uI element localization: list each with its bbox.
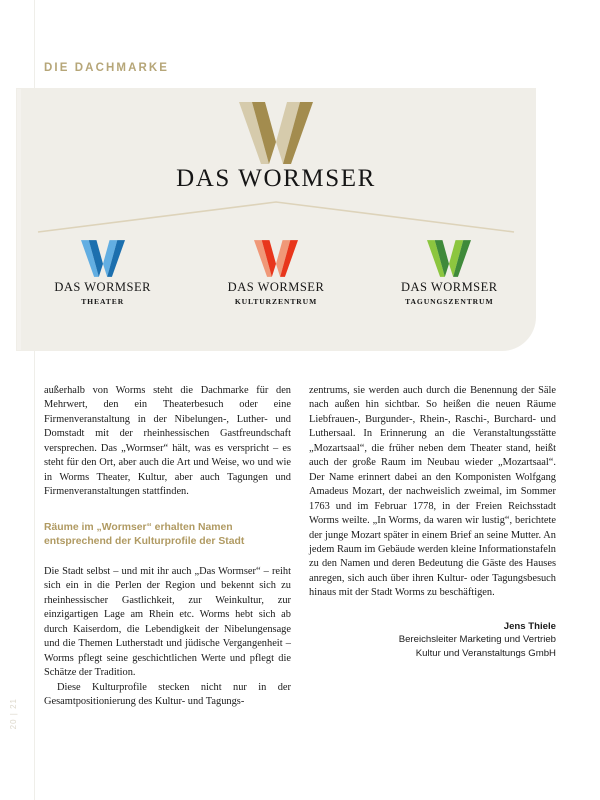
signature-role: Bereichsleiter Marketing und Vertrieb [398, 634, 556, 646]
article-column-left [44, 384, 291, 710]
w-monogram-icon [81, 240, 125, 277]
signature-organization: Kultur und Veranstaltungs GmbH [415, 647, 556, 659]
sub-brand-kulturzentrum [193, 240, 359, 306]
sub-brand-descriptor: KULTURZENTRUM [234, 297, 318, 306]
sub-brand-descriptor: TAGUNGSZENTRUM [405, 297, 494, 306]
signature-name: Jens Thiele [503, 620, 556, 632]
body-paragraph: Die Stadt selbst – und mit ihr auch „Das Wormser“ – reiht sich ein in die Perlen der Region und bekennt sich zu rheinhessischer Gastlichkeit, zur Weinkultur, zur einzigartigen Lage am Rhein etc. Worms hebt sich ab durch Kaiserdom, die Lebendigkeit der Nibelungensage und die Themen Lutherstadt und jüdische Vergangenheit – Worms pflegt seine geschichtlichen Werte und pflegt die Schätze der Tradition. [44, 566, 291, 679]
sub-brand-theater [20, 240, 186, 306]
roof-chevron-icon [36, 192, 516, 246]
sub-brand-tagungszentrum [366, 240, 532, 306]
page-folio: 20 | 21 [9, 698, 18, 730]
article-signature [309, 620, 556, 660]
article-subheading: Räume im „Wormser“ erhalten Namen entsprechend der Kulturprofile der Stadt [44, 521, 245, 547]
body-paragraph: außerhalb von Worms steht die Dachmarke für den Mehrwert, den ein Theaterbesuch oder eine Firmenveranstaltung in der Nibelungen-, Luther- und Domstadt mit der rheinhessischen Gastfreundschaft versprechen. Das „Wormser“ hält, was es verspricht – es steht für den Ort, aber auch die Art und Weise, wo und wie in Worms Theater, Kultur, aber auch Tagungen und Firmenveranstaltungen stattfinden. [44, 385, 291, 498]
w-monogram-icon [239, 102, 313, 164]
dachmarke-hero-panel [16, 88, 536, 351]
body-paragraph: zentrums, sie werden auch durch die Benennung der Säle nach außen hin sichtbar. So heißen die neuen Räume Liebfrauen-, Burgunder-, Rhein-, Raschi-, Burchard- und Luthersaal. In Erinnerung an die Veranstaltungsstätte „Mozartsaal“, die früher neben dem Theater stand, heißt auch der große Raum im Neubau wieder „Mozartsaal“. Der Name erinnert dabei an den Komponisten Wolfgang Amadeus Mozart, der nachweislich zweimal, im Sommer 1763 und im Februar 1778, in der Freien Reichsstadt Worms weilte. „In Worms, da waren wir lustig“, berichtete der junge Mozart später in einem Brief an seine Mutter. An jedem Raum im Gebäude werden kleine Informationstafeln zu den Namen und deren Bedeutung die Gäste des Hauses anregen, sich auch über ihren Kultur- oder Tagungsbesuch hinaus mit der Stadt Worms zu beschäftigen. [309, 385, 556, 599]
sub-brand-wordmark: DAS WORMSER [54, 280, 151, 294]
w-monogram-icon [254, 240, 298, 277]
main-brand-wordmark: DAS WORMSER [176, 165, 376, 192]
article-column-right [309, 384, 556, 710]
section-kicker: DIE DACHMARKE [44, 62, 170, 74]
w-monogram-icon [427, 240, 471, 277]
sub-brand-row [16, 240, 536, 306]
body-paragraph: Diese Kulturprofile stecken nicht nur in der Gesamtpositionierung des Kultur- und Tagungs- [44, 681, 291, 708]
article-columns [44, 384, 556, 710]
sub-brand-wordmark: DAS WORMSER [401, 280, 498, 294]
main-brand-lockup [16, 102, 536, 193]
sub-brand-descriptor: THEATER [81, 297, 125, 306]
sub-brand-wordmark: DAS WORMSER [227, 280, 325, 294]
